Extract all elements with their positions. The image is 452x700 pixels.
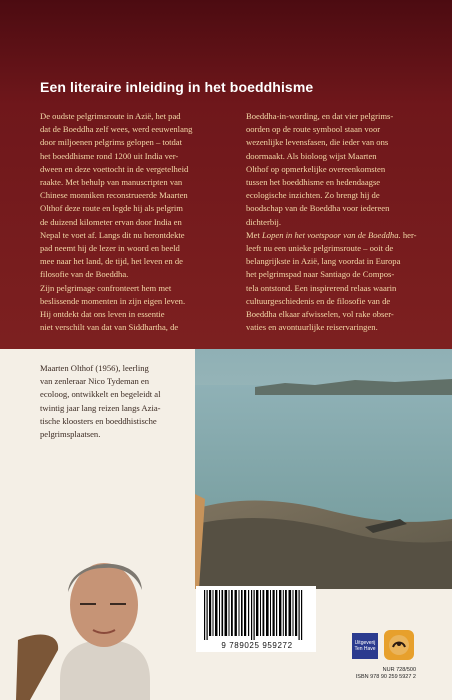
isbn-block	[296, 667, 416, 681]
blurb-title-prefix: Met	[246, 229, 260, 240]
blurb-line: het pelgrimspad naar Santiago de Compos-	[246, 269, 395, 280]
blurb-line: tela ontstond. Een inspirerend relaas waarin	[246, 282, 397, 293]
blurb-line: doormaakt. Als bioloog wijst Maarten	[246, 150, 377, 161]
blurb-line: pad neemt hij de lezer in woord en beeld	[40, 243, 180, 254]
blurb-left-column	[40, 110, 218, 334]
blurb-line: raakte. Met behulp van manuscripten van	[40, 177, 183, 188]
author-bio	[40, 362, 195, 441]
blurb-line: Boeddha-in-wording, en dat vier pelgrims-	[246, 111, 394, 121]
blurb-line: vaties en avontuurlijke reiservaringen.	[246, 322, 378, 333]
blurb-line: Olthof op opmerkelijke overeenkomsten	[246, 163, 386, 174]
blurb-line: ecologische inzichten. Zo brengt hij de	[246, 190, 380, 201]
blurb-line: dat de Boeddha zelf wees, werd eeuwenlang	[40, 124, 193, 135]
river-photo	[195, 349, 452, 589]
blurb-line: door miljoenen pelgrims gelopen – totdat	[40, 137, 183, 148]
blurb-title-suffix: her-	[402, 229, 417, 240]
blurb-line: Nepal te voet af. Langs dit nu herontdekte	[40, 229, 185, 240]
publisher-logo-line: Uitgeverij	[354, 640, 376, 646]
blurb-line: belangrijkste in Azië, lang voordat in Europa	[246, 256, 401, 267]
nur-code: NUR 728/500	[382, 667, 416, 673]
blurb-line: boodschap van de Boeddha voor iedereen	[246, 203, 390, 214]
isbn: ISBN 978 90 259 5927 2	[355, 674, 416, 680]
blurb-line: filosofie van de Boeddha.	[40, 269, 129, 280]
blurb-line: Chinese monniken reconstrueerde Maarten	[40, 190, 188, 201]
blurb-line: mee naar het land, de tijd, het leven en de	[40, 256, 183, 267]
publisher-logo	[352, 633, 378, 659]
blurb-title-line	[246, 229, 434, 242]
bio-line: pelgrimsplaatsen.	[40, 429, 101, 440]
blurb-line: Olthof deze route en legde hij als pelgrim	[40, 203, 183, 214]
blurb-line: dween en deze voettocht in de vergetelheid	[40, 163, 189, 174]
blurb-line: niet verschilt van dat van Siddhartha, de	[40, 322, 179, 333]
seal-logo	[384, 630, 414, 660]
heading: Een literaire inleiding in het boeddhisme	[40, 79, 314, 95]
blurb-line: De oudste pelgrimsroute in Azië, het pad	[40, 111, 181, 121]
blurb-line: beslissende momenten in zijn eigen leven.	[40, 295, 186, 306]
bio-line: twintig jaar lang reizen langs Azia-	[40, 402, 161, 413]
bio-line: van zenleraar Nico Tydeman en	[40, 376, 149, 387]
author-portrait	[0, 530, 195, 700]
blurb-line: Boeddha elkaar afwisselen, vol rake obser-	[246, 309, 394, 320]
blurb-line: tussen het boeddhisme en hedendaagse	[246, 177, 381, 188]
bio-line: tische kloosters en boeddhistische	[40, 415, 157, 426]
blurb-line: leeft nu een unieke pelgrimsroute – ooit de	[246, 243, 394, 254]
blurb-line: wezenlijke levensfasen, die ieder van ons	[246, 137, 389, 148]
barcode-number: 9 789025 959272	[198, 641, 316, 650]
bio-line: Maarten Olthof (1956), leerling	[40, 363, 149, 373]
bio-line: ecoloog, ontwikkelt en begeleidt al	[40, 389, 161, 400]
blurb-line: de duizend kilometer ervan door India en	[40, 216, 182, 227]
blurb-line: het boeddhisme rond 1200 uit India ver-	[40, 150, 179, 161]
publisher-logo-line: Ten Have	[354, 646, 376, 652]
blurb-line: Zijn pelgrimage confronteert hem met	[40, 282, 172, 293]
blurb-line: cultuurgeschiedenis en de filosofie van de	[246, 295, 391, 306]
blurb-line: Hij ontdekt dat ons leven in essentie	[40, 309, 165, 320]
blurb-right-column	[246, 110, 434, 334]
book-title: Lopen in het voetspoor van de Boeddha.	[262, 229, 401, 240]
blurb-line: oorden op de route symbool staan voor	[246, 124, 381, 135]
blurb-line: dichterbij.	[246, 216, 282, 227]
